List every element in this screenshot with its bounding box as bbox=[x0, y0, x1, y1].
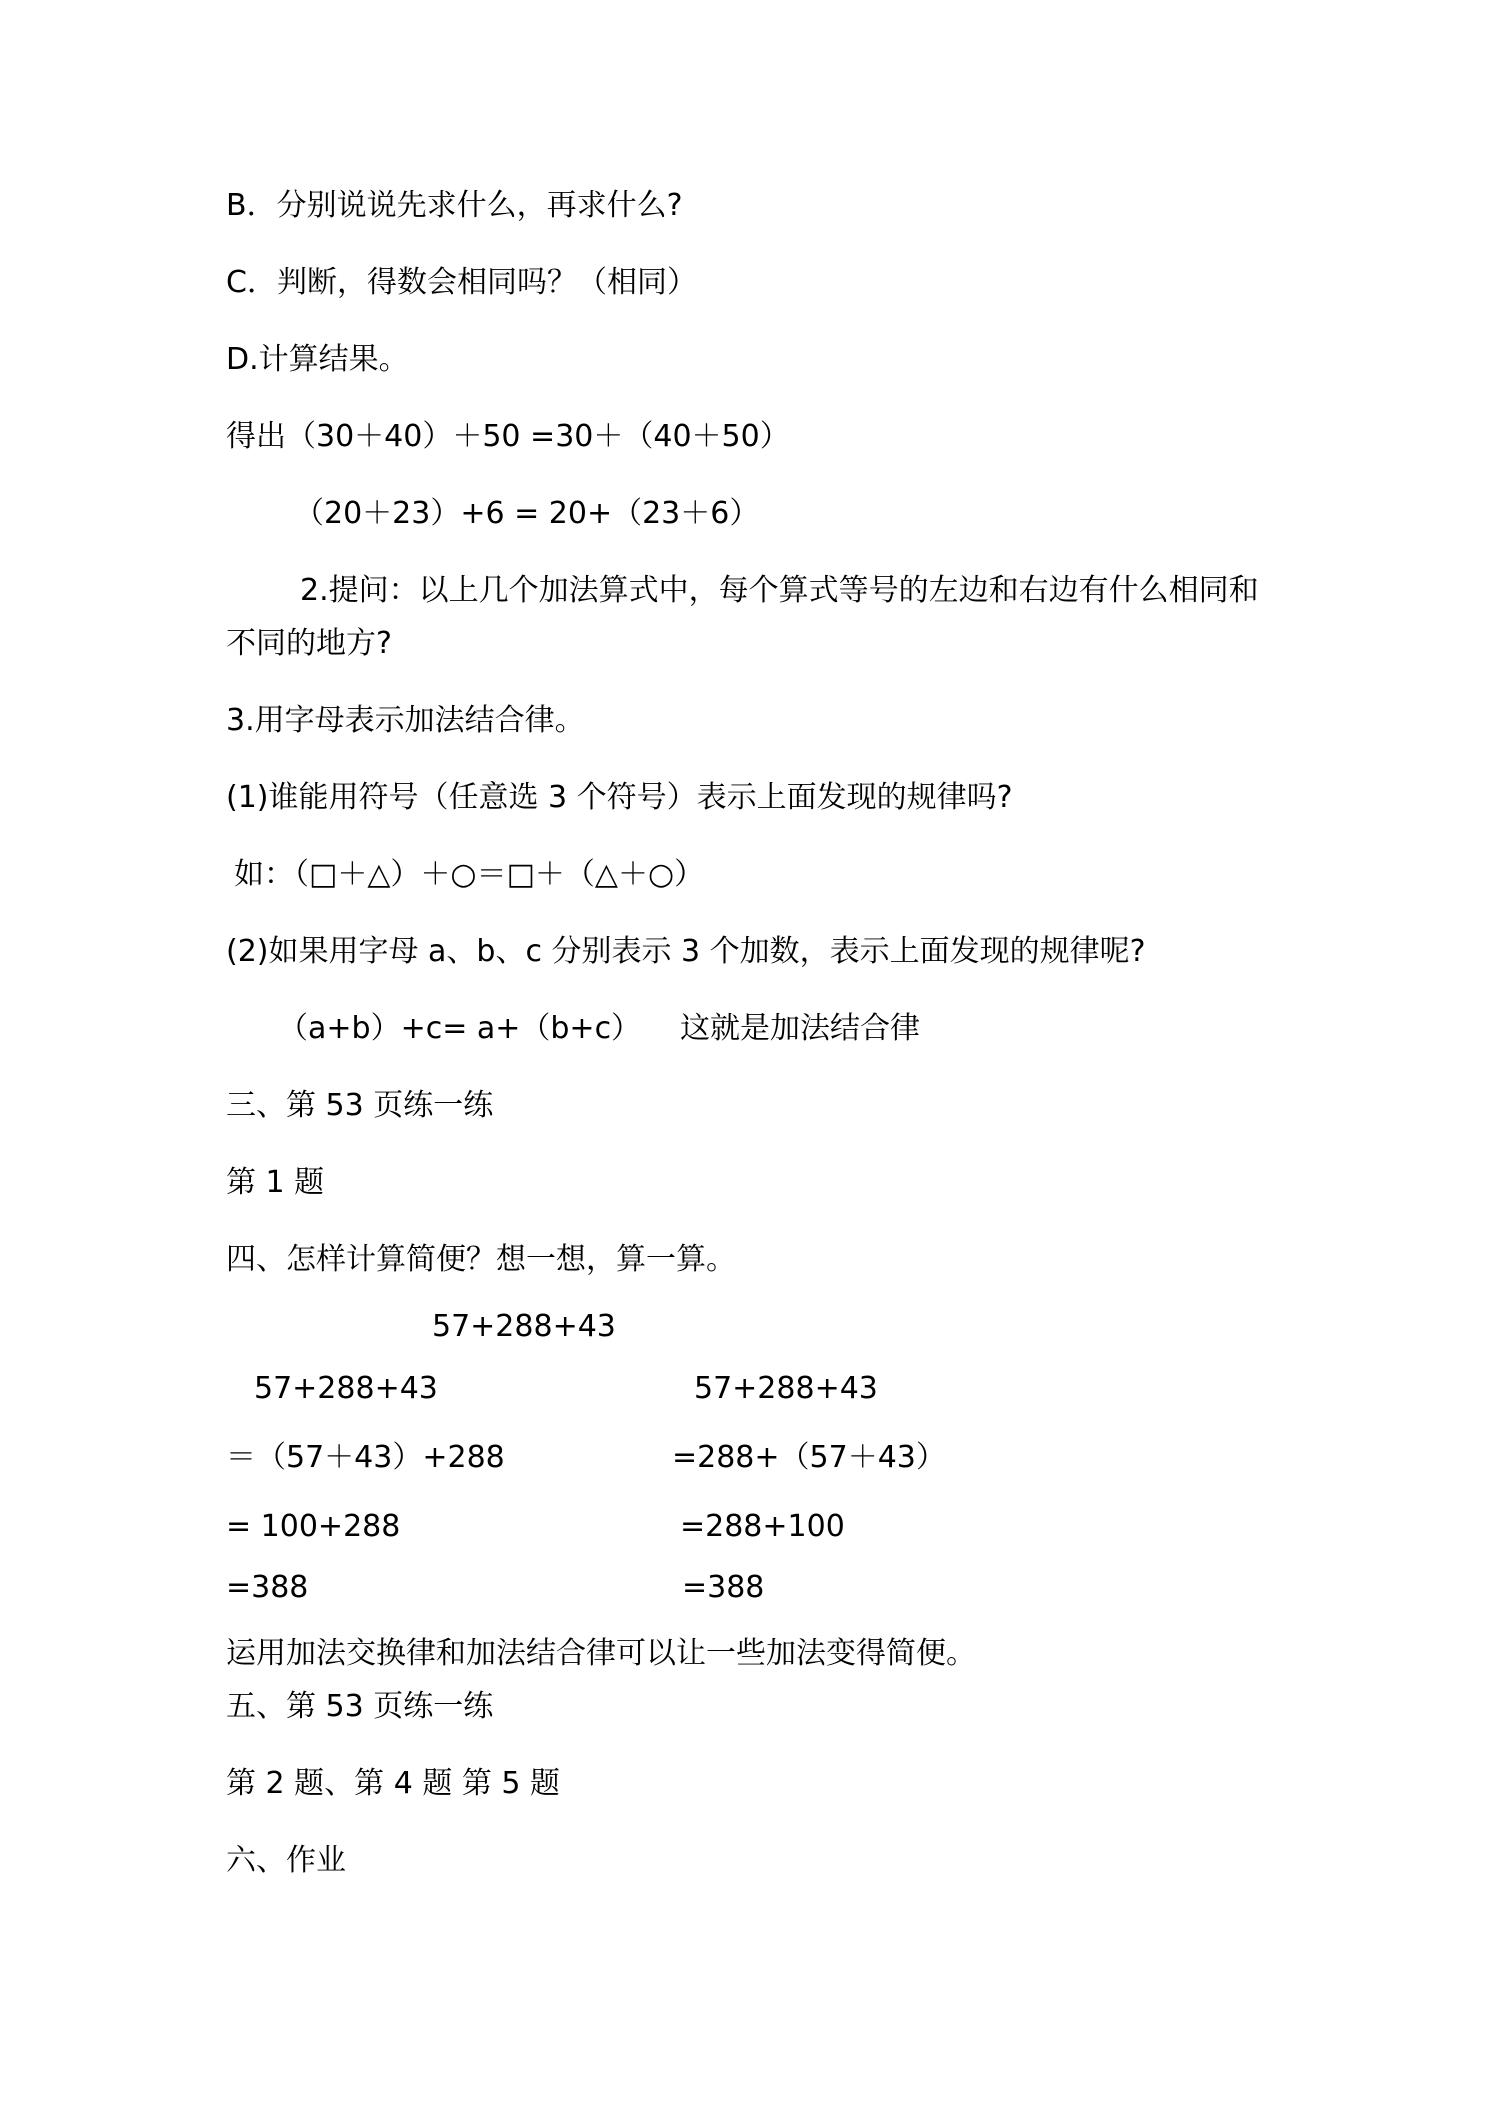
section-4-heading: 四、怎样计算简便？想一想，算一算。 bbox=[226, 1242, 736, 1277]
calc-left-line: ＝（57＋43）+288 bbox=[226, 1440, 505, 1475]
calc-left-line: = 100+288 bbox=[226, 1509, 401, 1544]
step-b-text: B．分别说说先求什么，再求什么? bbox=[226, 188, 683, 223]
calc-right-line: =388 bbox=[682, 1570, 765, 1605]
result-equation-2: （20＋23）+6 = 20+（23＋6） bbox=[294, 496, 760, 531]
calc-left-line: 57+288+43 bbox=[254, 1371, 438, 1406]
section-3-heading: 3.用字母表示加法结合律。 bbox=[226, 703, 585, 738]
calc-right-line: =288+100 bbox=[680, 1509, 845, 1544]
section-5-questions: 第 2 题、第 4 题 第 5 题 bbox=[226, 1766, 561, 1801]
calc-right-line: =288+（57＋43） bbox=[672, 1440, 946, 1475]
symbol-example: 如：（□＋△）＋○＝□＋（△＋○） bbox=[234, 857, 705, 892]
question-3-1: (1)谁能用符号（任意选 3 个符号）表示上面发现的规律吗? bbox=[226, 780, 1013, 815]
section-6-heading: 六、作业 bbox=[226, 1843, 346, 1878]
question-3-2: (2)如果用字母 a、b、c 分别表示 3 个加数，表示上面发现的规律呢? bbox=[226, 934, 1146, 969]
step-c-text: C．判断，得数会相同吗？（相同） bbox=[226, 265, 697, 300]
law-name: 这就是加法结合律 bbox=[680, 1011, 920, 1046]
calc-right-line: 57+288+43 bbox=[694, 1371, 878, 1406]
step-d-text: D.计算结果。 bbox=[226, 342, 409, 377]
calc-left-line: =388 bbox=[226, 1570, 309, 1605]
section-3-practice: 三、第 53 页练一练 bbox=[226, 1088, 494, 1123]
calc-title: 57+288+43 bbox=[432, 1309, 616, 1344]
law-formula: （a+b）+c= a+（b+c） bbox=[278, 1011, 642, 1046]
question-2-line-1: 2.提问：以上几个加法算式中，每个算式等号的左边和右边有什么相同和 bbox=[300, 573, 1259, 608]
question-2-line-2: 不同的地方? bbox=[226, 626, 392, 661]
section-5-heading: 五、第 53 页练一练 bbox=[226, 1689, 494, 1724]
summary-text: 运用加法交换律和加法结合律可以让一些加法变得简便。 bbox=[226, 1636, 976, 1671]
result-equation-1: 得出（30＋40）＋50 =30＋（40＋50） bbox=[226, 419, 790, 454]
section-3-question: 第 1 题 bbox=[226, 1165, 325, 1200]
